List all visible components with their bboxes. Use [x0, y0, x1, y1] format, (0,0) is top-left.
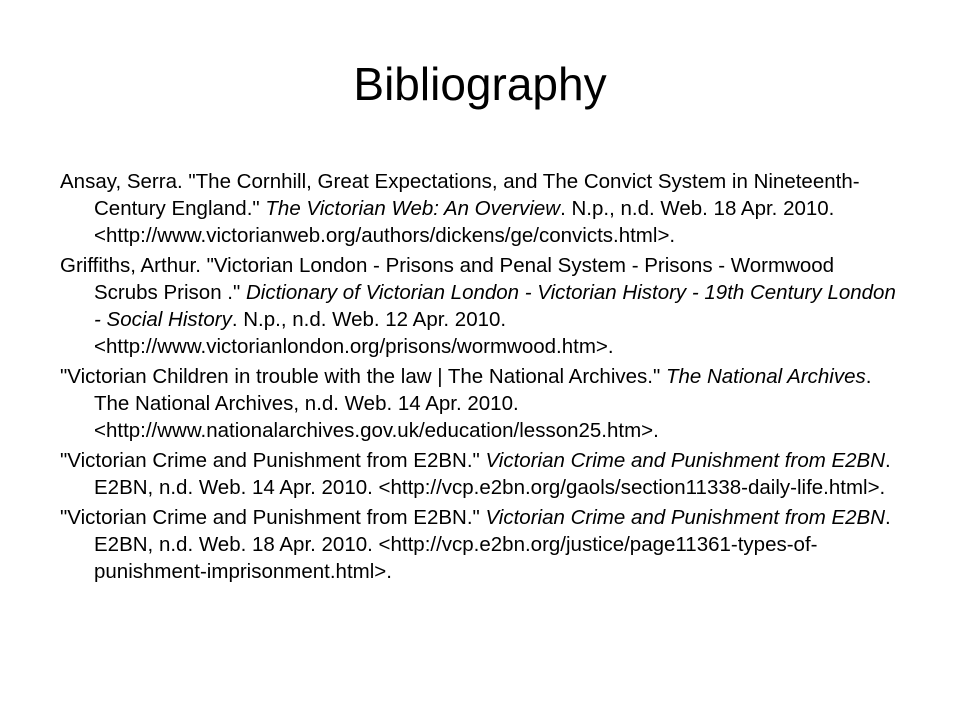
entry-citation-text: Griffiths, Arthur. "Victorian London - Prisons and Penal System - Prisons - Wormwood Scrubs Prison ." — [60, 254, 835, 304]
bibliography-entry — [60, 252, 900, 360]
entry-publication-details: . N.p., n.d. Web. 12 Apr. 2010. <http://www.victorianlondon.org/prisons/wormwood.htm>. — [94, 308, 614, 358]
entry-citation-text: "Victorian Crime and Punishment from E2BN." — [60, 449, 486, 472]
entry-citation-text: Ansay, Serra. "The Cornhill, Great Expectations, and The Convict System in Nineteenth-Century England." — [60, 170, 860, 220]
entry-publication-details: . The National Archives, n.d. Web. 14 Apr. 2010. <http://www.nationalarchives.gov.uk/education/lesson25.htm>. — [94, 365, 872, 442]
slide-title: Bibliography — [353, 58, 607, 110]
bibliography-entry — [60, 504, 900, 585]
bibliography-entry — [60, 168, 900, 249]
entry-citation-text: "Victorian Crime and Punishment from E2BN." — [60, 506, 486, 529]
entry-source-title: The Victorian Web: An Overview — [265, 197, 561, 220]
bibliography-entry — [60, 447, 900, 501]
bibliography-entry — [60, 363, 900, 444]
entry-source-title: Victorian Crime and Punishment from E2BN — [485, 506, 886, 529]
entry-citation-text: "Victorian Children in trouble with the law | The National Archives." — [60, 365, 666, 388]
entry-publication-details: . E2BN, n.d. Web. 14 Apr. 2010. <http://vcp.e2bn.org/gaols/section11338-daily-life.html>. — [94, 449, 891, 499]
entry-source-title: Victorian Crime and Punishment from E2BN — [485, 449, 886, 472]
bibliography-list — [60, 168, 900, 588]
entry-source-title: Dictionary of Victorian London - Victorian History - 19th Century London - Social History — [94, 281, 896, 331]
entry-publication-details: . N.p., n.d. Web. 18 Apr. 2010. <http://www.victorianweb.org/authors/dickens/ge/convicts.html>. — [94, 197, 835, 247]
entry-source-title: The National Archives — [665, 365, 866, 388]
entry-publication-details: . E2BN, n.d. Web. 18 Apr. 2010. <http://vcp.e2bn.org/justice/page11361-types-of-punishment-imprisonment.html>. — [94, 506, 891, 583]
